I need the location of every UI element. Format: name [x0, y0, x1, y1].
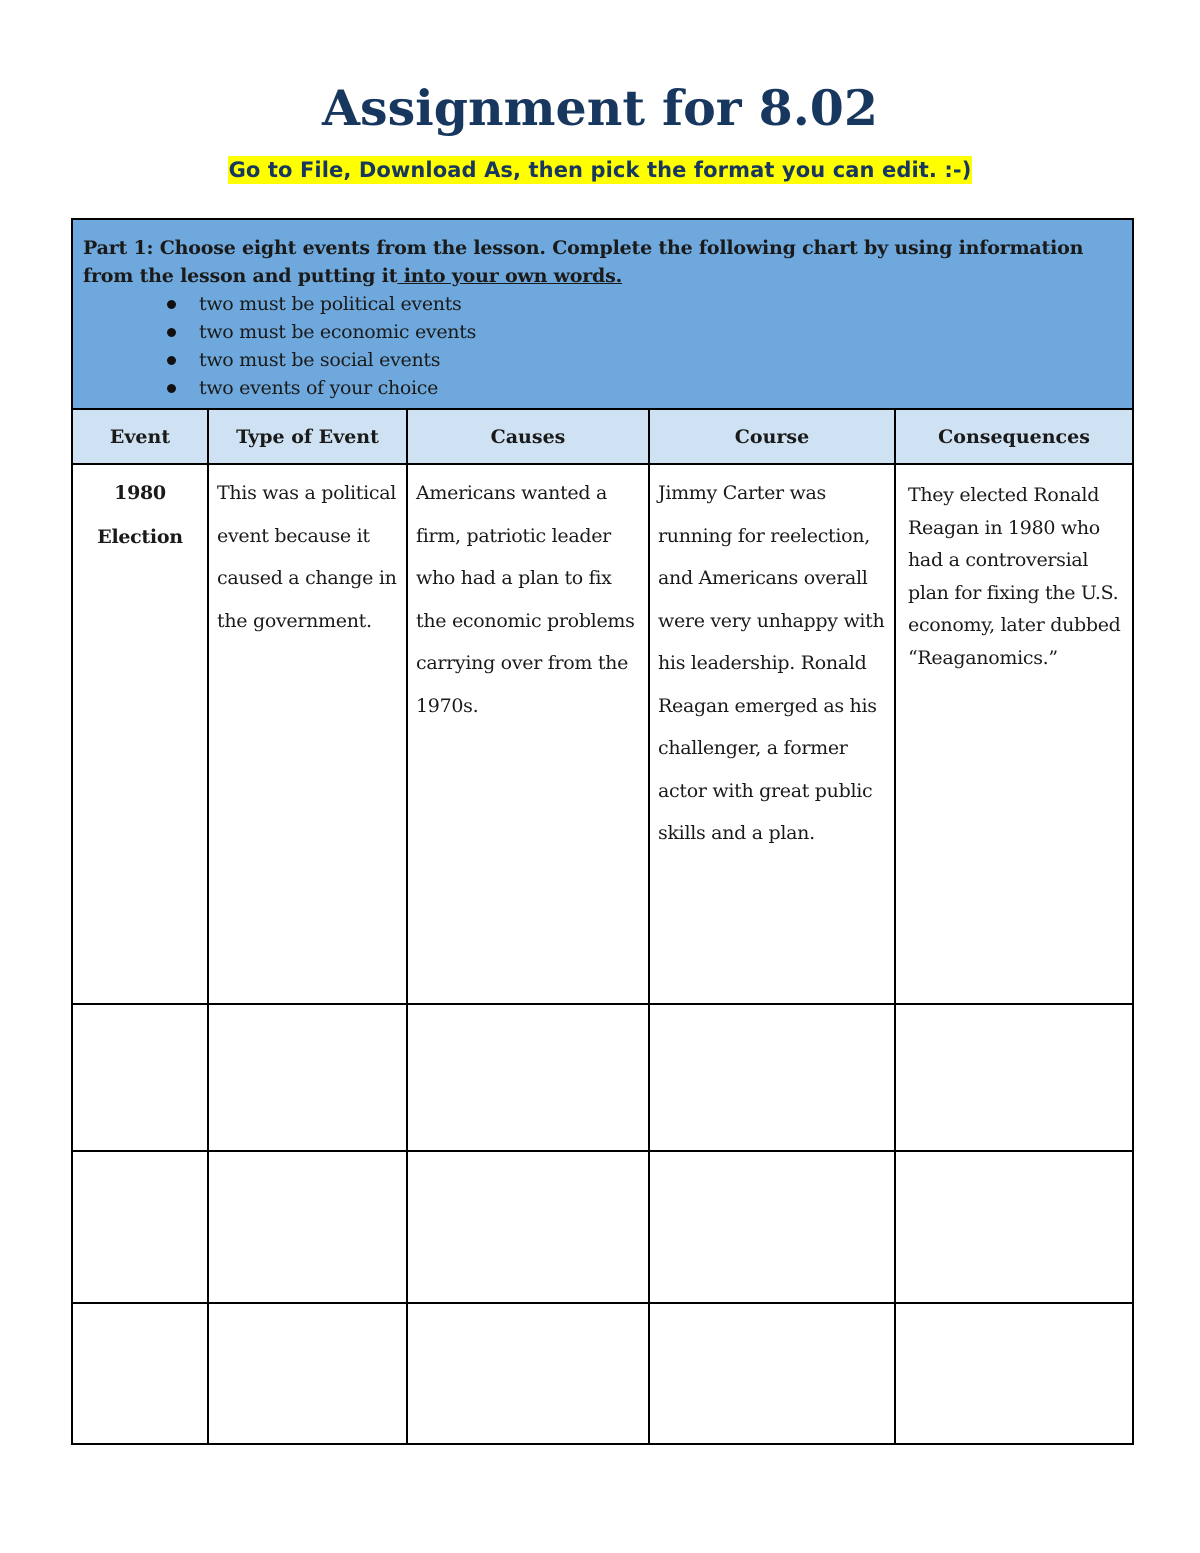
page-title: Assignment for 8.02 [321, 79, 878, 137]
consequences-cell[interactable] [895, 1004, 1133, 1151]
event-cell[interactable] [72, 1151, 208, 1303]
requirement-text: two must be economic events [199, 321, 477, 343]
table-row [72, 1303, 1133, 1444]
instruction-banner [0, 156, 1200, 184]
requirement-item [83, 290, 1122, 318]
header-course: Course [649, 409, 895, 464]
event-cell[interactable]: 1980 Election [72, 464, 208, 1004]
causes-cell[interactable] [407, 1303, 649, 1444]
requirement-item [83, 374, 1122, 402]
requirement-item [83, 318, 1122, 346]
event-cell[interactable] [72, 1303, 208, 1444]
type-cell[interactable]: This was a political event because it caused a change in the government. [208, 464, 407, 1004]
header-consequences: Consequences [895, 409, 1133, 464]
bullet-icon [167, 356, 176, 365]
table-row [72, 464, 1133, 1004]
course-cell[interactable]: Jimmy Carter was running for reelection, and Americans overall were very unhappy with his leadership. Ronald Reagan emerged as his challenger, a former actor with great public skills and a plan. [649, 464, 895, 1004]
header-row [72, 409, 1133, 464]
header-event: Event [72, 409, 208, 464]
requirements-list [83, 290, 1122, 402]
type-cell[interactable] [208, 1151, 407, 1303]
requirement-item [83, 346, 1122, 374]
causes-cell[interactable] [407, 1004, 649, 1151]
causes-cell[interactable] [407, 1151, 649, 1303]
consequences-cell[interactable] [895, 1303, 1133, 1444]
course-cell[interactable] [649, 1151, 895, 1303]
consequences-cell[interactable]: They elected Ronald Reagan in 1980 who had a controversial plan for fixing the U.S. economy, later dubbed “Reaganomics.” [895, 464, 1133, 1004]
requirement-text: two events of your choice [199, 377, 439, 399]
bullet-icon [167, 300, 176, 309]
bullet-icon [167, 384, 176, 393]
course-cell[interactable] [649, 1303, 895, 1444]
part1-text: Part 1: Choose eight events from the lesson. Complete the following chart by using information from the lesson and putting it [83, 237, 1084, 287]
part1-underlined-text: into your own words. [397, 265, 623, 287]
requirement-text: two must be political events [199, 293, 462, 315]
table-row [72, 1004, 1133, 1151]
causes-cell[interactable]: Americans wanted a firm, patriotic leader who had a plan to fix the economic problems carrying over from the 1970s. [407, 464, 649, 1004]
consequences-cell[interactable] [895, 1151, 1133, 1303]
part1-instructions [72, 219, 1133, 409]
requirement-text: two must be social events [199, 349, 441, 371]
instruction-text: Go to File, Download As, then pick the format you can edit. :-) [228, 158, 972, 182]
type-cell[interactable] [208, 1303, 407, 1444]
course-cell[interactable] [649, 1004, 895, 1151]
header-causes: Causes [407, 409, 649, 464]
header-type-of-event: Type of Event [208, 409, 407, 464]
type-cell[interactable] [208, 1004, 407, 1151]
table-row [72, 1151, 1133, 1303]
event-cell[interactable] [72, 1004, 208, 1151]
part1-prompt [83, 234, 1122, 290]
part1-row [72, 219, 1133, 409]
bullet-icon [167, 328, 176, 337]
events-chart [71, 218, 1134, 1445]
